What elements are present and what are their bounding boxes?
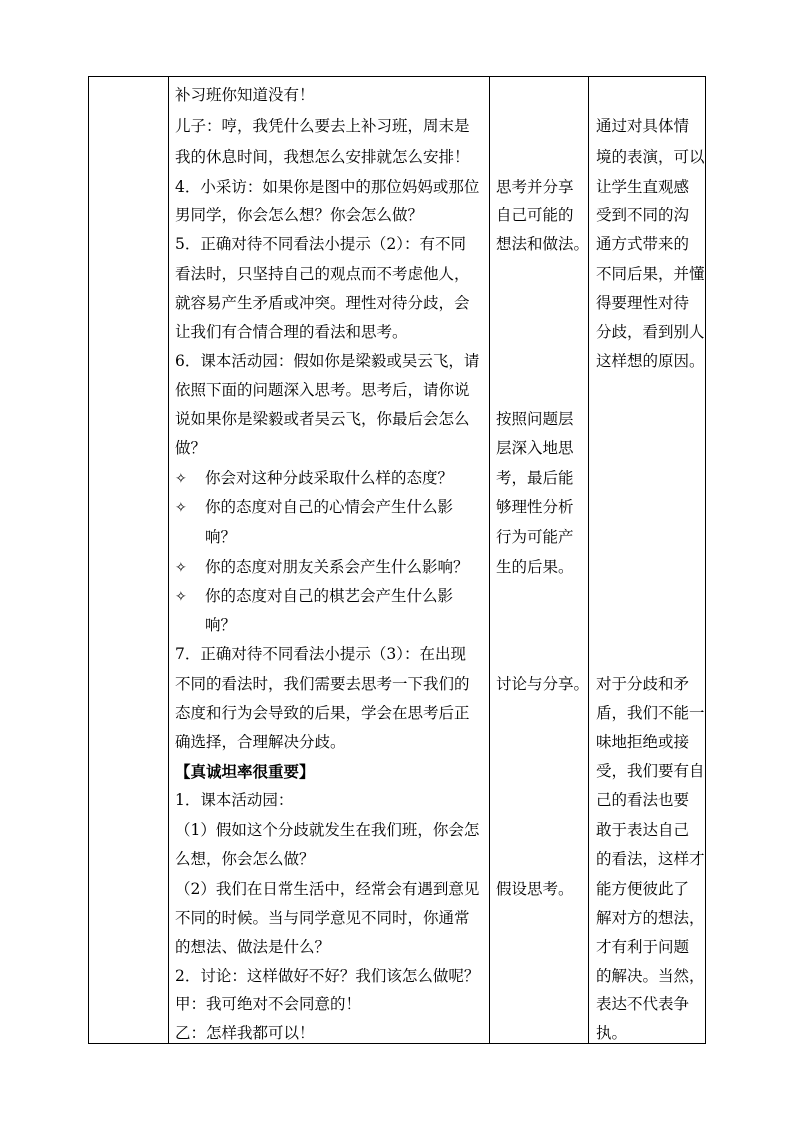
text-line: 考，最后能 — [496, 469, 574, 487]
text-line: 通过对具体情 — [596, 117, 690, 135]
text-line: 想法和做法。 — [496, 235, 590, 253]
text-line: 够理性分析 — [496, 498, 574, 516]
bullet-item: ✧ 你会对这种分歧采取什么样的态度？ — [175, 463, 489, 494]
text-line: 的看法，这样才 — [596, 850, 705, 868]
bullet-item: ✧ 你的态度对自己的心情会产生什么影 — [175, 492, 489, 523]
text-line: 5．正确对待不同看法小提示（2）：有不同 — [175, 235, 466, 253]
lesson-plan-table — [88, 76, 706, 1044]
text-line: 让学生直观感 — [596, 178, 690, 196]
text-line: 表达不代表争 — [596, 995, 690, 1013]
column-divider — [168, 77, 169, 1043]
text-line: 对于分歧和矛 — [596, 675, 690, 693]
text-line: 假设思考。 — [496, 880, 574, 898]
text-line: 不同后果，并懂 — [596, 265, 705, 283]
text-line: 这样想的原因。 — [596, 352, 705, 370]
bullet-item: ✧ 你的态度对自己的棋艺会产生什么影 — [175, 581, 489, 612]
text-line: 乙：怎样我都可以！ — [175, 1024, 315, 1042]
text-line: 的想法、做法是什么？ — [175, 938, 331, 956]
text-line: 6．课本活动园：假如你是梁毅或吴云飞，请 — [175, 352, 480, 370]
section-heading: 【真诚坦率很重要】 — [175, 762, 315, 781]
text-line: 敢于表达自己 — [596, 821, 690, 839]
bullet-icon: ✧ — [175, 560, 187, 576]
bullet-item: ✧ 你的态度对朋友关系会产生什么影响？ — [175, 552, 489, 583]
text-line: 不同的时候。当与同学意见不同时，你通常 — [175, 909, 470, 927]
text-line: 态度和行为会导致的后果，学会在思考后正 — [175, 704, 470, 722]
text-line: 盾，我们不能一 — [596, 704, 705, 722]
text-line: 执。 — [596, 1024, 628, 1042]
text-line: 受，我们要有自 — [596, 762, 705, 780]
text-line: 4．小采访：如果你是图中的那位妈妈或那位 — [175, 178, 480, 196]
text-line: 确选择，合理解决分歧。 — [175, 733, 346, 751]
text-line: 己的看法也要 — [596, 791, 690, 809]
text-line: （1）假如这个分歧就发生在我们班，你会怎 — [175, 821, 480, 839]
text-line: 男同学，你会怎么想？你会怎么做？ — [175, 206, 424, 224]
column-divider — [489, 77, 490, 1043]
text-line: 解对方的想法， — [596, 909, 705, 927]
text-line: 的解决。当然， — [596, 967, 705, 985]
text-line: 讨论与分享。 — [496, 675, 590, 693]
text-line: 受到不同的沟 — [596, 206, 690, 224]
text-line: 我的休息时间，我想怎么安排就怎么安排！ — [175, 148, 470, 166]
text-line: 不同的看法时，我们需要去思考一下我们的 — [175, 675, 470, 693]
bullet-icon: ✧ — [175, 589, 187, 605]
text-line: 行为可能产 — [496, 528, 574, 546]
text-line: 2．讨论：这样做好不好？我们该怎么做呢？ — [175, 967, 480, 985]
text-line: 思考并分享 — [496, 178, 574, 196]
text-line: 甲：我可绝对不会同意的！ — [175, 995, 362, 1013]
text-line: 响？ — [205, 616, 237, 634]
text-line: 境的表演，可以 — [596, 148, 705, 166]
text-line: 得要理性对待 — [596, 294, 690, 312]
text-line: 通方式带来的 — [596, 235, 690, 253]
text-line: 补习班你知道没有！ — [175, 86, 315, 104]
text-line: 做？ — [175, 439, 207, 457]
text-line: 让我们有合情合理的看法和思考。 — [175, 323, 408, 341]
text-line: 分歧，看到别人 — [596, 323, 705, 341]
bullet-icon: ✧ — [175, 471, 187, 487]
text-line: 才有利于问题 — [596, 938, 690, 956]
text-line: 生的后果。 — [496, 558, 574, 576]
text-line: 就容易产生矛盾或冲突。理性对待分歧，会 — [175, 294, 470, 312]
column-divider — [588, 77, 589, 1043]
text-line: 能方便彼此了 — [596, 880, 690, 898]
text-line: （2）我们在日常生活中，经常会有遇到意见 — [175, 880, 480, 898]
text-line: 层深入地思 — [496, 439, 574, 457]
bullet-icon: ✧ — [175, 500, 187, 516]
text-line: 么想，你会怎么做？ — [175, 850, 315, 868]
text-line: 1．课本活动园： — [175, 791, 294, 809]
text-line: 看法时，只坚持自己的观点而不考虑他人， — [175, 265, 470, 283]
text-line: 味地拒绝或接 — [596, 733, 690, 751]
text-line: 儿子：哼，我凭什么要去上补习班，周末是 — [175, 117, 470, 135]
text-line: 说如果你是梁毅或者吴云飞，你最后会怎么 — [175, 410, 470, 428]
text-line: 依照下面的问题深入思考。思考后，请你说 — [175, 381, 470, 399]
text-line: 响？ — [205, 528, 237, 546]
text-line: 自己可能的 — [496, 206, 574, 224]
text-line: 按照问题层 — [496, 410, 574, 428]
text-line: 7．正确对待不同看法小提示（3）：在出现 — [175, 645, 466, 663]
